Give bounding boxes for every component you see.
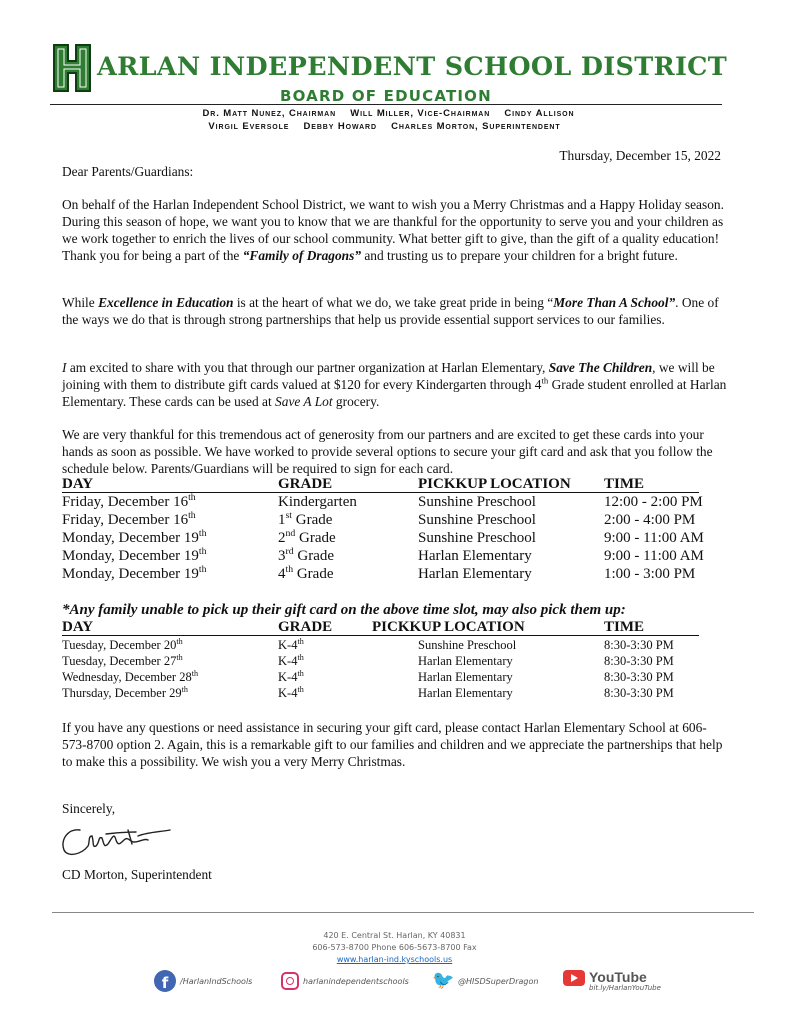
youtube-wordmark: YouTube — [589, 969, 647, 985]
family-of-dragons-emphasis: “Family of Dragons” — [242, 248, 362, 263]
instagram-icon — [281, 972, 299, 990]
youtube-link[interactable]: YouTube bit.ly/HarlanYouTube — [563, 970, 661, 993]
facebook-icon: f — [154, 970, 176, 992]
paragraph-5: If you have any questions or need assistance in securing your gift card, please contact Harlan Elementary School at 606-573-8700 option 2. Again, this is a remarkable gift to our families and children and we appreciate the partnerships that help to make this a possibility. We wish you a very Merry Christmas. — [62, 720, 723, 769]
paragraph-2: While Excellence in Education is at the heart of what we do, we take great pride in being “More Than A School”. One of the ways we do that is through strong partnerships that help us provide essential support services to our families. — [62, 295, 719, 327]
alt-header-rule — [62, 635, 699, 636]
handwritten-signature — [58, 818, 183, 863]
instagram-link[interactable]: harlanindependentschools — [281, 972, 409, 990]
board-members-line-2: Virgil Eversole Debby Howard Charles Morton, Superintendent — [208, 121, 561, 132]
schedule-header-grade: GRADE — [278, 476, 333, 492]
schedule-table: DAY GRADE PICKKUP LOCATION TIME Friday, December 16th Kindergarten Sunshine Preschool 12:00 - 2:00 PM Friday, December 16th 1st Grade Sunshine Preschool 2:00 - 4:00 PM Monday, December 19th 2nd Grade Sunshine Preschool 9:00 - 11:00 AM Monday, December 19th 3rd Grade Harlan Elementary 9:00 - 11:00 AM Monday, December 19th 4th Grade Harlan Elementary 1:00 - 3:00 PM — [62, 476, 704, 582]
closing: Sincerely, — [62, 801, 116, 816]
twitter-link[interactable]: 🐦 @HISDSuperDragon — [432, 970, 539, 991]
schedule-header-rule — [62, 492, 699, 493]
signer-name: CD Morton, Superintendent — [62, 867, 212, 882]
footer-website-link[interactable]: www.harlan-ind.kyschools.us — [336, 955, 453, 964]
schedule-header-location: PICKKUP LOCATION — [418, 476, 571, 492]
salutation: Dear Parents/Guardians: — [62, 164, 194, 179]
district-logo-h — [52, 43, 92, 93]
schedule-header-day: DAY — [62, 476, 94, 492]
board-title: BOARD OF EDUCATION — [280, 87, 492, 105]
facebook-link[interactable]: f /HarlanIndSchools — [154, 970, 252, 992]
district-name: ARLAN INDEPENDENT SCHOOL DISTRICT — [97, 52, 728, 82]
header-divider — [50, 104, 722, 105]
alt-header-grade: GRADE — [278, 619, 333, 635]
letter-date: Thursday, December 15, 2022 — [559, 148, 721, 163]
footer-divider — [52, 912, 754, 913]
board-members-line-1: Dr. Matt Nunez, Chairman Will Miller, Vice-Chairman Cindy Allison — [202, 108, 575, 119]
alt-header-time: TIME — [604, 619, 645, 635]
alternate-schedule-table: DAY GRADE PICKKUP LOCATION TIME Tuesday, December 20th K-4th Sunshine Preschool 8:30-3:30 PM Tuesday, December 27th K-4th Harlan Elementary 8:30-3:30 PM Wednesday, December 28th K-4th Harlan Elementary 8:30-3:30 PM Thursday, December 29th K-4th Harlan Elementary 8:30-3:30 PM — [62, 619, 722, 704]
paragraph-4: We are very thankful for this tremendous act of generosity from our partners and are excited to get these cards into your hands as soon as possible. We have worked to provide several options to secure your gift card and ask that you follow the schedule below. Parents/Guardians will be required to sign for each card. — [62, 427, 713, 476]
twitter-bird-icon: 🐦 — [432, 970, 455, 991]
youtube-play-icon — [563, 970, 585, 986]
social-links — [0, 970, 789, 996]
alt-header-location: PICKKUP LOCATION — [372, 619, 525, 635]
footer-phones: 606-573-8700 Phone 606-5673-8700 Fax — [312, 943, 477, 952]
paragraph-1: On behalf of the Harlan Independent School District, we want to wish you a Merry Christmas and a Happy Holiday season. During this season of hope, we want you to know that we are thankful for the opportunity to serve you and your children as we work together to enrich the lives of our school community. What better gift to give, than the gift of a quality education! Thank you for being a part of the “Family of Dragons” and trusting us to prepare your children for a bright future. — [62, 197, 724, 263]
alt-header-day: DAY — [62, 619, 94, 635]
paragraph-3: I am excited to share with you that through our partner organization at Harlan Elementary, Save The Children, we will be joining with them to distribute gift cards valued at $120 for every Kindergarten through 4th Grade student enrolled at Harlan Elementary. These cards can be used at Save A Lot grocery. — [62, 360, 727, 409]
schedule-header-time: TIME — [604, 476, 645, 492]
alternate-pickup-note: *Any family unable to pick up their gift card on the above time slot, may also pick them up: — [62, 602, 626, 618]
footer-address: 420 E. Central St. Harlan, KY 40831 — [323, 931, 466, 940]
